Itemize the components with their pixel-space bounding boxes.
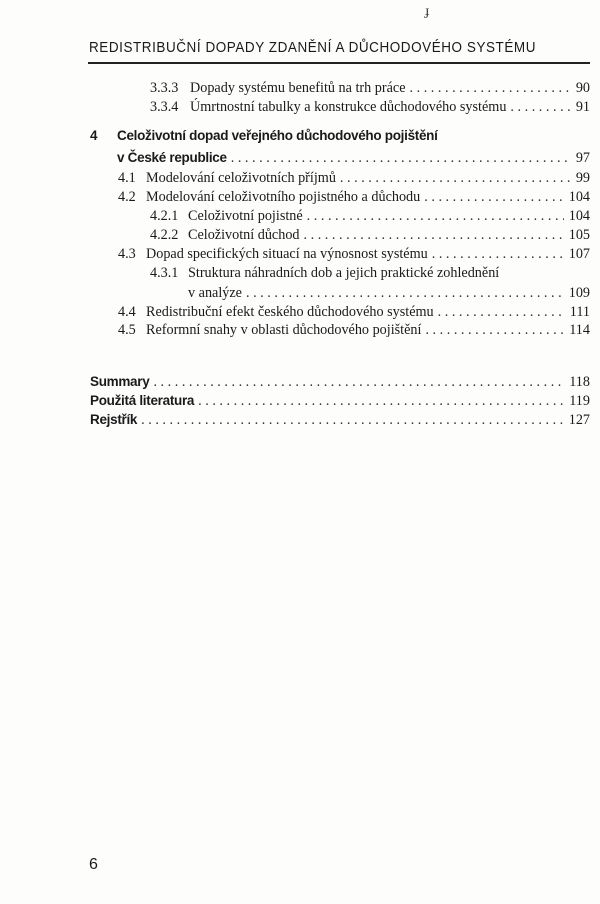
toc-entry[interactable] <box>118 189 590 208</box>
entry-title: Summary <box>90 374 150 389</box>
entry-page: 109 <box>568 285 590 301</box>
leader-dots <box>438 304 565 321</box>
leader-dots <box>410 80 571 97</box>
toc-entry-summary[interactable] <box>90 374 590 393</box>
entry-title-line1: Struktura náhradních dob a jejich praktické zohlednění <box>188 265 500 281</box>
chapter-title-line1: Celoživotní dopad veřejného důchodového pojištění <box>117 128 438 143</box>
leader-dots <box>424 189 563 206</box>
toc-entry[interactable] <box>150 227 590 246</box>
entry-number: 4.3.1 <box>150 265 179 281</box>
scan-mark: ɟ <box>425 4 430 19</box>
entry-page: 90 <box>575 80 590 96</box>
entry-page: 118 <box>569 374 590 390</box>
chapter-number: 4 <box>90 128 98 143</box>
entry-number: 4.2.2 <box>150 227 179 243</box>
entry-title: Rejstřík <box>90 412 138 427</box>
leader-dots <box>153 374 564 391</box>
toc-entry-index[interactable] <box>90 412 590 431</box>
entry-number: 3.3.3 <box>150 80 179 96</box>
entry-title: Modelování celoživotního pojistného a důchodu <box>146 189 421 205</box>
entry-number: 4.1 <box>118 170 136 186</box>
entry-number: 3.3.4 <box>150 99 179 115</box>
toc-entry[interactable] <box>118 170 590 189</box>
entry-number: 4.2 <box>118 189 136 205</box>
toc-entry[interactable] <box>150 99 590 118</box>
leader-dots <box>304 227 564 244</box>
entry-title: Redistribuční efekt českého důchodového systému <box>146 304 434 320</box>
entry-page: 105 <box>568 227 590 243</box>
toc-entry-literature[interactable] <box>90 393 590 412</box>
entry-page: 111 <box>569 304 590 320</box>
entry-page: 104 <box>568 189 590 205</box>
toc-entry[interactable] <box>150 80 590 99</box>
entry-page: 119 <box>569 393 590 409</box>
leader-dots <box>141 412 564 429</box>
entry-title: Celoživotní pojistné <box>188 208 303 224</box>
entry-number: 4.2.1 <box>150 208 179 224</box>
toc-entry[interactable] <box>117 150 590 169</box>
leader-dots <box>510 99 570 116</box>
leader-dots <box>231 150 571 167</box>
entry-title: Dopady systému benefitů na trh práce <box>190 80 406 96</box>
leader-dots <box>340 170 571 187</box>
page-number: 6 <box>89 856 98 873</box>
entry-page: 127 <box>568 412 590 428</box>
chapter-heading[interactable] <box>90 128 590 147</box>
entry-title: Reformní snahy v oblasti důchodového pojištění <box>146 322 422 338</box>
running-head: REDISTRIBUČNÍ DOPADY ZDANĚNÍ A DŮCHODOVÉHO SYSTÉMU <box>89 40 536 56</box>
chapter-title-line2: v České republice <box>117 150 227 165</box>
entry-page: 114 <box>569 322 590 338</box>
leader-dots <box>198 393 564 410</box>
entry-page: 104 <box>568 208 590 224</box>
entry-title: Dopad specifických situací na výnosnost systému <box>146 246 428 262</box>
leader-dots <box>425 322 564 339</box>
entry-page: 91 <box>575 99 590 115</box>
toc-entry[interactable] <box>118 322 590 341</box>
toc-entry[interactable] <box>150 208 590 227</box>
header-rule <box>88 62 590 64</box>
toc-entry[interactable] <box>188 285 590 304</box>
entry-number: 4.3 <box>118 246 136 262</box>
entry-number: 4.5 <box>118 322 136 338</box>
leader-dots <box>307 208 564 225</box>
toc-entry[interactable] <box>118 304 590 323</box>
entry-page: 97 <box>575 150 590 166</box>
entry-title: Použitá literatura <box>90 393 195 408</box>
entry-page: 99 <box>575 170 590 186</box>
entry-title-line2: v analýze <box>188 285 242 301</box>
toc-entry[interactable] <box>150 265 590 284</box>
leader-dots <box>432 246 564 263</box>
leader-dots <box>246 285 564 302</box>
entry-title: Modelování celoživotních příjmů <box>146 170 336 186</box>
toc-entry[interactable] <box>118 246 590 265</box>
entry-title: Úmrtnostní tabulky a konstrukce důchodového systému <box>190 99 507 115</box>
entry-title: Celoživotní důchod <box>188 227 300 243</box>
entry-number: 4.4 <box>118 304 136 320</box>
entry-page: 107 <box>568 246 590 262</box>
